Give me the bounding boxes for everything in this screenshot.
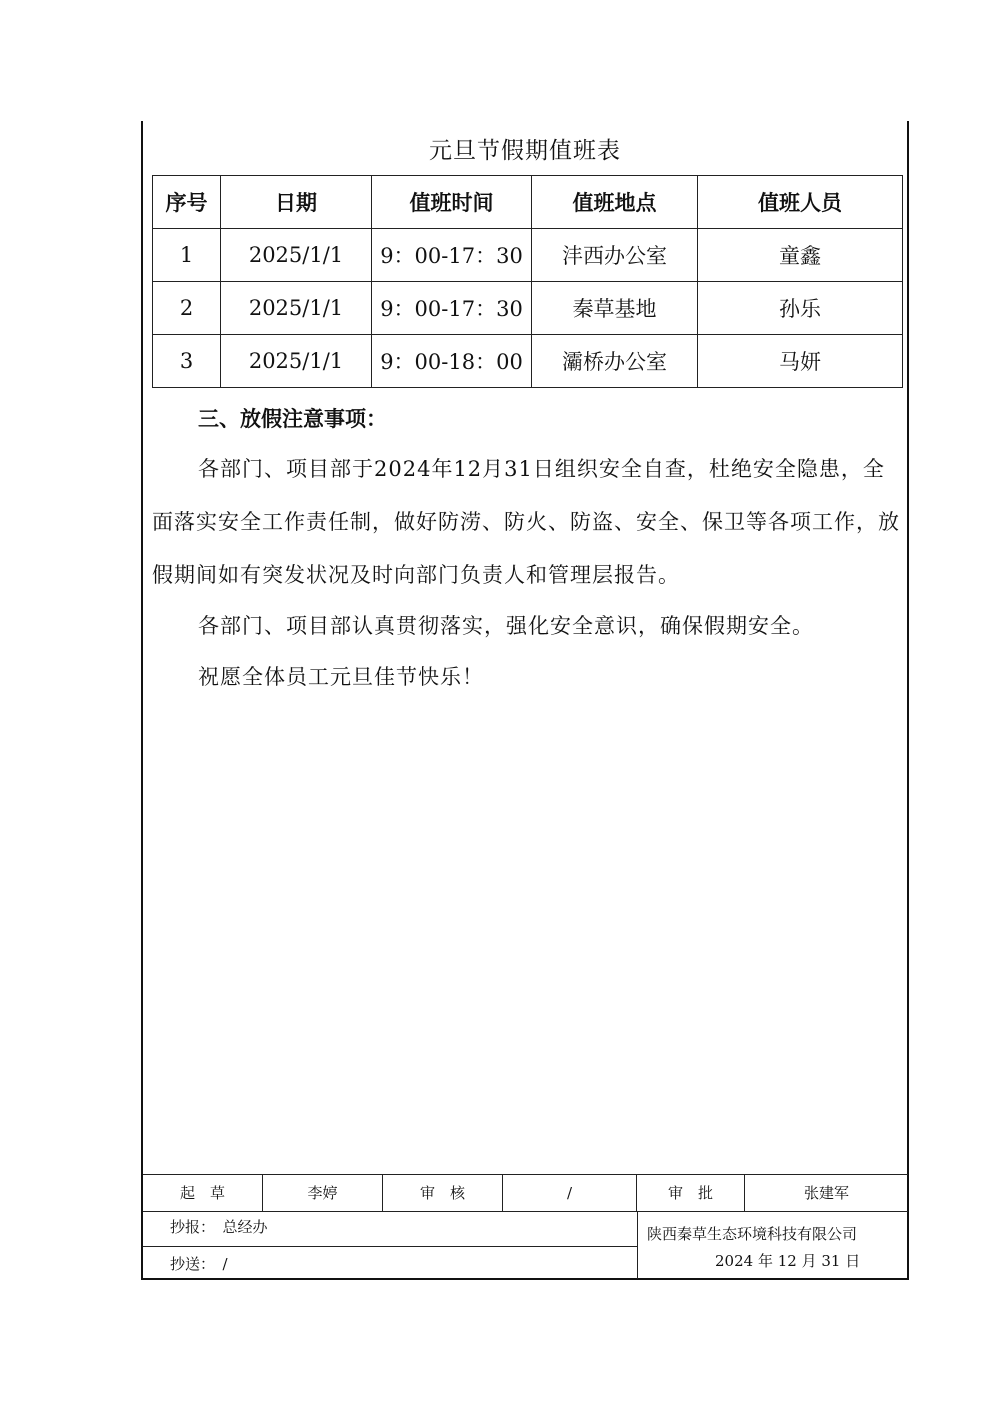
header-time: 值班时间 <box>372 176 532 229</box>
footer-divider-horizontal <box>143 1246 637 1247</box>
cell-index: 2 <box>153 282 221 335</box>
draft-value: 李婷 <box>263 1175 383 1211</box>
header-index: 序号 <box>153 176 221 229</box>
header-date: 日期 <box>221 176 372 229</box>
review-label: 审 核 <box>383 1175 503 1211</box>
cell-staff: 孙乐 <box>698 282 903 335</box>
cell-date: 2025/1/1 <box>221 229 372 282</box>
approve-label: 审 批 <box>637 1175 745 1211</box>
approval-footer <box>143 1174 908 1278</box>
copy-to: 抄送： / <box>170 1255 228 1273</box>
approve-value: 张建军 <box>803 1184 849 1202</box>
table-row <box>153 282 903 335</box>
cell-index: 1 <box>153 229 221 282</box>
cell-time: 9：00-17：30 <box>372 282 532 335</box>
cell-location: 秦草基地 <box>532 282 698 335</box>
schedule-title: 元旦节假期值班表 <box>429 138 621 164</box>
cell-date: 2025/1/1 <box>221 335 372 388</box>
table-row <box>153 229 903 282</box>
draft-label: 起 草 <box>143 1175 263 1211</box>
cell-staff: 童鑫 <box>698 229 903 282</box>
cell-time: 9：00-18：00 <box>372 335 532 388</box>
cell-date: 2025/1/1 <box>221 282 372 335</box>
footer-divider-vertical <box>637 1211 638 1279</box>
cell-index: 3 <box>153 335 221 388</box>
duty-schedule-table <box>152 175 903 388</box>
table-header-row <box>153 176 903 229</box>
notice-paragraph-greeting: 祝愿全体员工元旦佳节快乐！ <box>198 665 484 689</box>
cell-staff: 马妍 <box>698 335 903 388</box>
cell-location: 沣西办公室 <box>532 229 698 282</box>
cell-location: 灞桥办公室 <box>532 335 698 388</box>
header-location: 值班地点 <box>532 176 698 229</box>
notice-paragraph-implement: 各部门、项目部认真贯彻落实，强化安全意识，确保假期安全。 <box>198 614 814 638</box>
cell-time: 9：00-17：30 <box>372 229 532 282</box>
issue-date: 2024 年 12 月 31 日 <box>715 1252 861 1270</box>
approval-row <box>143 1175 908 1212</box>
header-staff: 值班人员 <box>698 176 903 229</box>
notice-heading: 三、放假注意事项： <box>198 407 387 431</box>
review-value: / <box>503 1175 637 1211</box>
report-to: 抄报： 总经办 <box>170 1218 268 1236</box>
company-name: 陕西秦草生态环境科技有限公司 <box>647 1225 858 1243</box>
notice-paragraph-safety: 各部门、项目部于2024年12月31日组织安全自查，杜绝安全隐患，全面落实安全工作责任制，做好防涝、防火、防盗、安全、保卫等各项工作，放假期间如有突发状况及时向部门负责人和管理层报告。 <box>152 457 900 587</box>
table-row <box>153 335 903 388</box>
